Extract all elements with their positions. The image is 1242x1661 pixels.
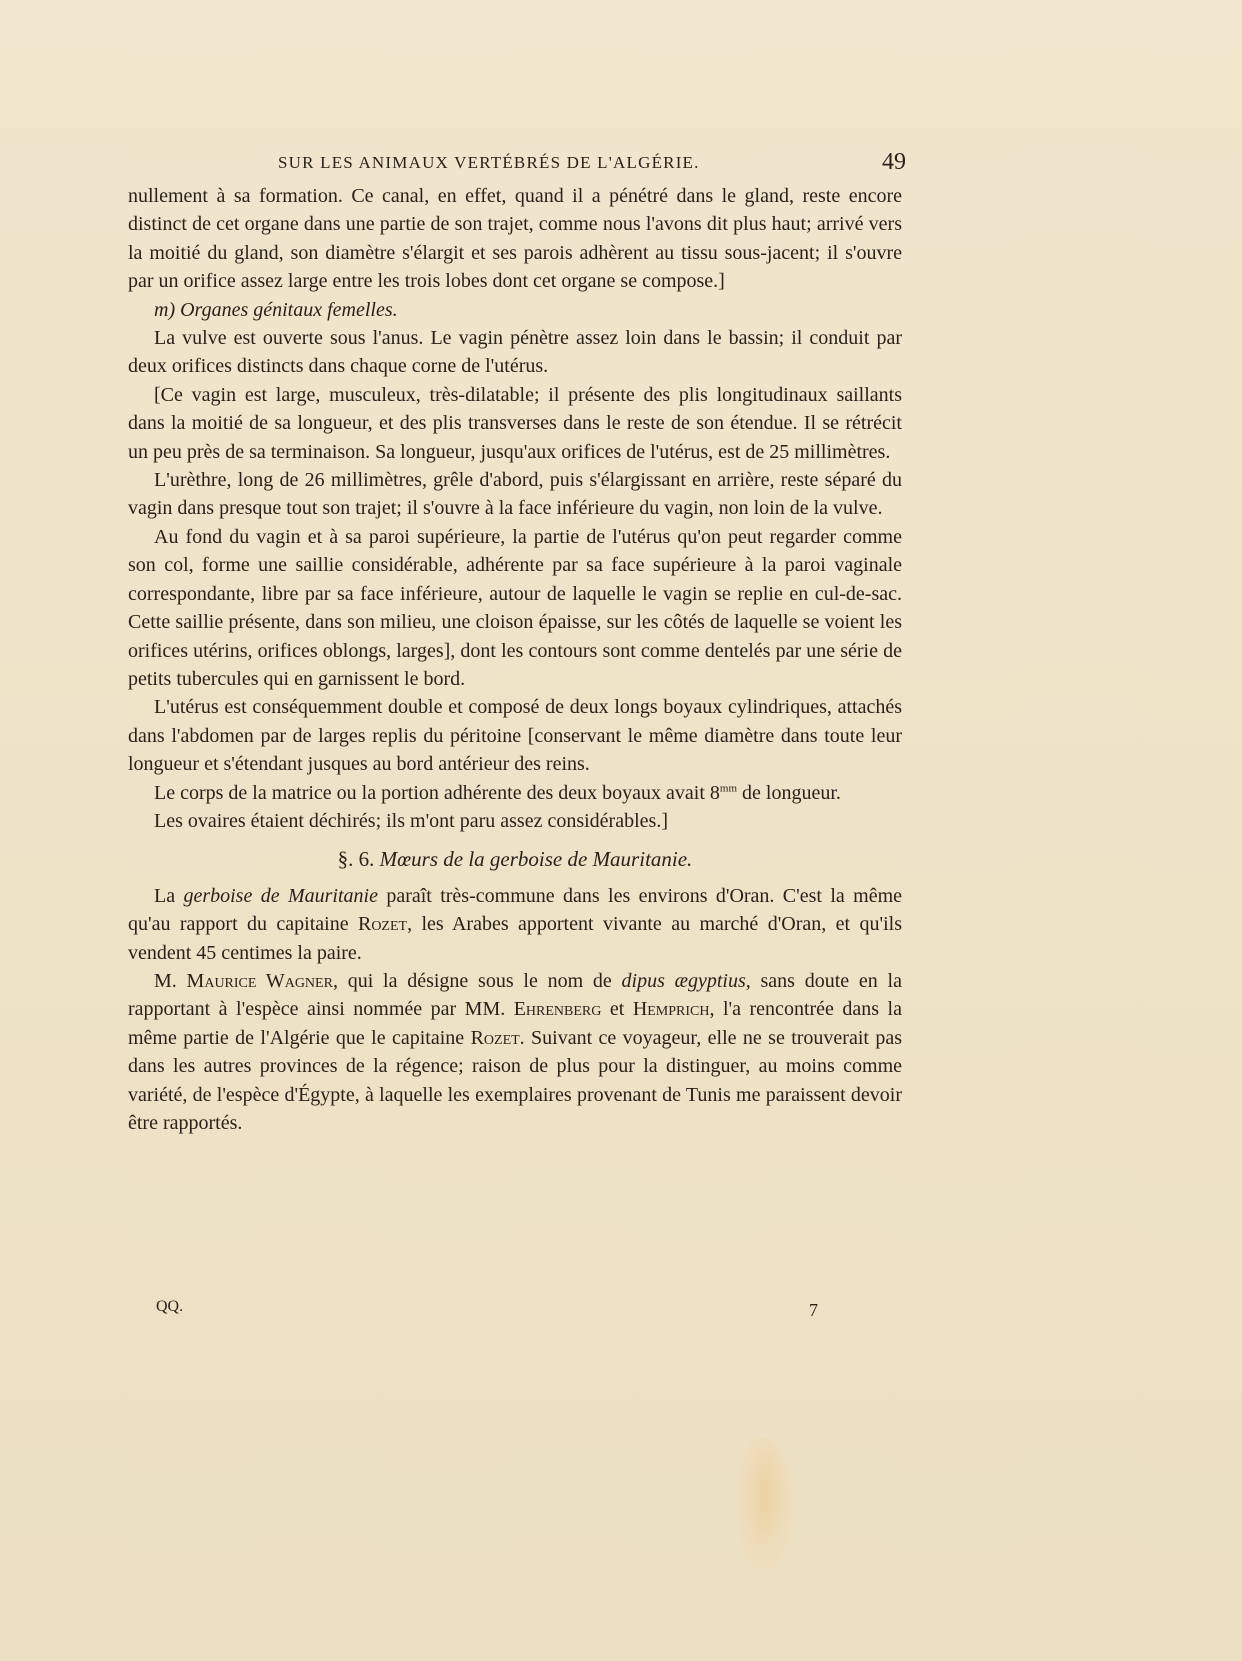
- page-number: 49: [882, 149, 906, 175]
- page-header: [278, 149, 906, 179]
- sheet-number: 7: [809, 1300, 818, 1320]
- text-run: , qui la désigne sous le nom de: [332, 969, 622, 992]
- paragraph: [128, 882, 902, 967]
- section-number: §. 6.: [337, 847, 380, 872]
- paragraph: L'utérus est conséquemment double et composé de deux longs boyaux cylindriques, attachés dans l'abdomen par de larges replis du péritoine [conservant le même diamètre dans toute leur longueur et s'étendant jusques au bord antérieur des reins.: [128, 696, 902, 776]
- text-run: Le corps de la matrice ou la portion adhérente des deux boyaux avait 8: [154, 781, 720, 804]
- text-run: de longueur.: [737, 781, 841, 804]
- text-run: , l'a rencontrée dans la même partie de l'Algérie que le capitaine: [128, 998, 902, 1049]
- text-run: paraît très-commune dans les environs d'Oran. C'est la même qu'au rapport du capitaine: [128, 884, 902, 936]
- paragraph-continuation: nullement à sa formation. Ce canal, en effet, quand il a pénétré dans le gland, reste encore distinct de cet organe dans une partie de son trajet, comme nous l'avons dit plus haut; arrivé vers la moitié du gland, son diamètre s'élargit et ses parois adhèrent au tissu sous-jacent; il s'ouvre par un orifice assez large entre les trois lobes dont cet organe se compose.]: [128, 185, 902, 293]
- unit-superscript: mm: [719, 781, 738, 794]
- species-name: gerboise de Mauritanie: [183, 884, 378, 907]
- printer-signature: QQ.: [156, 1298, 184, 1315]
- paragraph: La vulve est ouverte sous l'anus. Le vagin pénètre assez loin dans le bassin; il conduit par deux orifices distincts dans chaque corne de l'utérus.: [128, 327, 902, 378]
- paper-stain: [738, 1438, 792, 1568]
- text-run: et: [601, 998, 633, 1021]
- person-name: Ehrenberg: [513, 998, 602, 1021]
- species-name: dipus ægyptius: [621, 969, 746, 992]
- text-run: . Suivant ce voyageur, elle ne se trouverait pas dans les autres provinces de la régence; raison de plus pour la distinguer, au moins comme variété, de l'espèce d'Égypte, à laquelle les exemplaires provenant de Tunis me paraissent devoir être rapportés.: [128, 1026, 903, 1134]
- section-heading: [128, 845, 902, 873]
- paragraph: Au fond du vagin et à sa paroi supérieure, la partie de l'utérus qu'on peut regarder comme son col, forme une saillie considérable, adhérente par sa face supérieure à la paroi vaginale correspondante, libre par sa face inférieure, autour de laquelle le vagin se replie en cul-de-sac. Cette saillie présente, dans son milieu, une cloison épaisse, sur les côtés de laquelle se voient les orifices utérins, orifices oblongs, larges], dont les contours sont comme dentelés par une série de petits tubercules qui en garnissent le bord.: [128, 525, 902, 690]
- running-head: SUR LES ANIMAUX VERTÉBRÉS DE L'ALGÉRIE.: [278, 153, 700, 172]
- subsection-heading: m) Organes génitaux femelles.: [154, 298, 398, 321]
- page-footer: [128, 1298, 818, 1328]
- person-name: Hemprich: [632, 998, 710, 1021]
- text-run: M.: [154, 969, 187, 992]
- paragraph: Les ovaires étaient déchirés; ils m'ont paru assez considérables.]: [154, 809, 668, 832]
- paragraph: [128, 967, 902, 1137]
- page-body: [128, 182, 902, 1137]
- text-run: , sans doute en la rapportant à l'espèce ainsi nommée par MM.: [128, 969, 902, 1021]
- person-name: Rozet: [470, 1026, 520, 1049]
- section-title: Mœurs de la gerboise de Mauritanie.: [379, 847, 693, 872]
- person-name: Maurice Wagner: [186, 969, 333, 992]
- person-name: Rozet: [357, 913, 408, 936]
- text-run: La: [154, 884, 184, 907]
- paragraph: [128, 779, 902, 807]
- paragraph: [Ce vagin est large, musculeux, très-dilatable; il présente des plis longitudinaux saillants dans la moitié de sa longueur, et des plis transverses dans le reste de son étendue. Il se rétrécit un peu près de sa terminaison. Sa longueur, jusqu'aux orifices de l'utérus, est de 25 millimètres.: [128, 383, 902, 463]
- text-run: , les Arabes apportent vivante au marché d'Oran, et qu'ils vendent 45 centimes la paire.: [128, 913, 902, 964]
- paragraph: L'urèthre, long de 26 millimètres, grêle d'abord, puis s'élargissant en arrière, reste séparé du vagin dans presque tout son trajet; il s'ouvre à la face inférieure du vagin, non loin de la vulve.: [128, 469, 902, 520]
